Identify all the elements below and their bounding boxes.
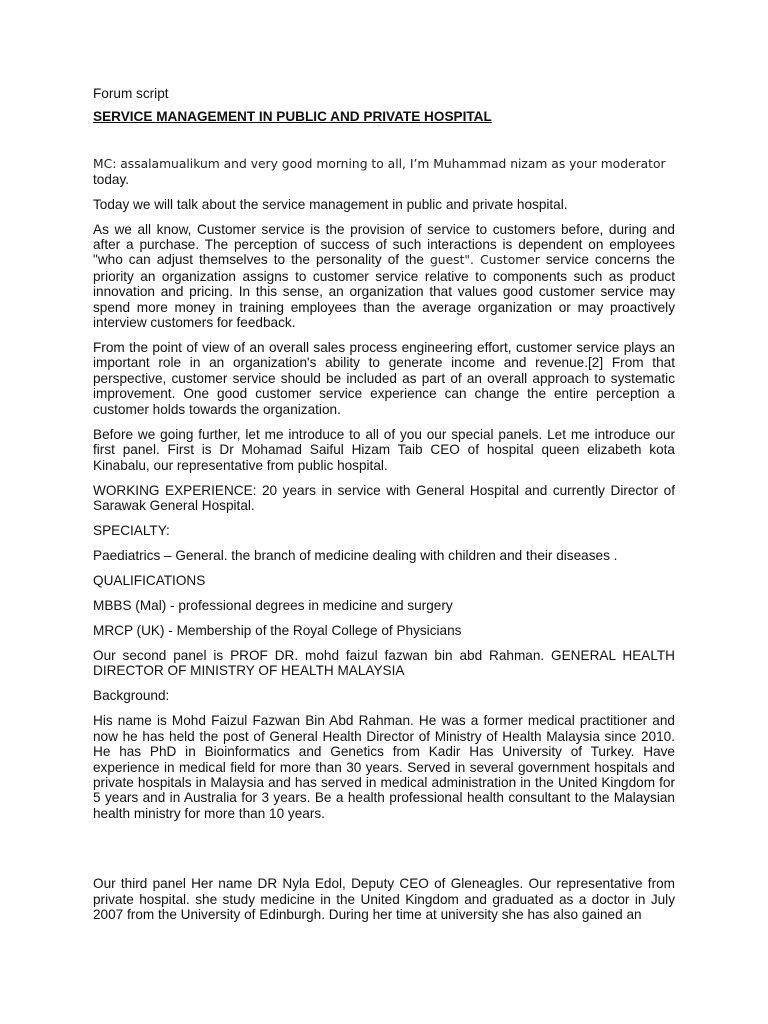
customer-service-quote: guest". Customer bbox=[430, 253, 540, 268]
mbbs-paragraph: MBBS (Mal) - professional degrees in medicine and surgery bbox=[93, 597, 453, 613]
customer-service-paragraph bbox=[93, 222, 675, 331]
customer-service-text-1: As we all know, Customer service is the provision of service to customers before, during and after a purchase. The perception of success of such interactions is dependent on employees "who can adjust themselves to the personality of the bbox=[93, 221, 675, 268]
specialty-paragraph: Paediatrics – General. the branch of medicine dealing with children and their diseases . bbox=[93, 547, 618, 563]
mc-intro-continuation: today. bbox=[93, 172, 130, 188]
document-body bbox=[93, 86, 675, 932]
mrcp-paragraph: MRCP (UK) - Membership of the Royal College of Physicians bbox=[93, 622, 462, 638]
sales-process-paragraph: From the point of view of an overall sales process engineering effort, customer service plays an important role in an organization's ability to generate income and revenue.[2] From that perspective, customer service should be included as part of an overall approach to systematic improvement. One good customer service experience can change the entire perception a customer holds towards the organization. bbox=[93, 340, 675, 417]
mc-intro-line: MC: assalamualikum and very good morning to all, I’m Muhammad nizam as your moderator bbox=[93, 156, 666, 171]
document-title: SERVICE MANAGEMENT IN PUBLIC AND PRIVATE HOSPITAL bbox=[93, 109, 492, 125]
background-paragraph: His name is Mohd Faizul Fazwan Bin Abd Rahman. He was a former medical practitioner and now he has held the post of General Health Director of Ministry of Health Malaysia since 2010. He has PhD in Bioinformatics and Genetics from Kadir Has University of Turkey. Have experience in medical field for more than 30 years. Served in several government hospitals and private hospitals in Malaysia and has served in medical administration in the United Kingdom for 5 years and in Australia for 3 years. Be a health professional health consultant to the Malaysian health ministry for more than 10 years. bbox=[93, 713, 675, 821]
second-panel-paragraph: Our second panel is PROF DR. mohd faizul fazwan bin abd Rahman. GENERAL HEALTH DIRECTOR OF MINISTRY OF HEALTH MALAYSIA bbox=[93, 647, 675, 679]
today-paragraph: Today we will talk about the service management in public and private hospital. bbox=[93, 196, 568, 212]
document-label: Forum script bbox=[93, 86, 169, 101]
working-experience-paragraph: WORKING EXPERIENCE: 20 years in service with General Hospital and currently Director of Sarawak General Hospital. bbox=[93, 482, 675, 513]
customer-service-text-2: service concerns the priority an organization assigns to customer service relative to components such as product innovation and pricing. In this sense, an organization that values good customer service may spend more money in training employees than the average organization or may proactively interview customers for feedback. bbox=[93, 252, 675, 331]
third-panel-paragraph: Our third panel Her name DR Nyla Edol, Deputy CEO of Gleneagles. Our representative from private hospital. she study medicine in the United Kingdom and graduated as a doctor in July 2007 from the University of Edinburgh. During her time at university she has also gained an bbox=[93, 876, 675, 922]
mc-intro-paragraph bbox=[93, 156, 675, 188]
specialty-heading: SPECIALTY: bbox=[93, 522, 170, 538]
introduce-panels-paragraph: Before we going further, let me introduce to all of you our special panels. Let me introduce our first panel. First is Dr Mohamad Saiful Hizam Taib CEO of hospital queen elizabeth kota Kinabalu, our representative from public hospital. bbox=[93, 426, 675, 473]
qualifications-heading: QUALIFICATIONS bbox=[93, 572, 206, 588]
background-heading: Background: bbox=[93, 688, 170, 704]
